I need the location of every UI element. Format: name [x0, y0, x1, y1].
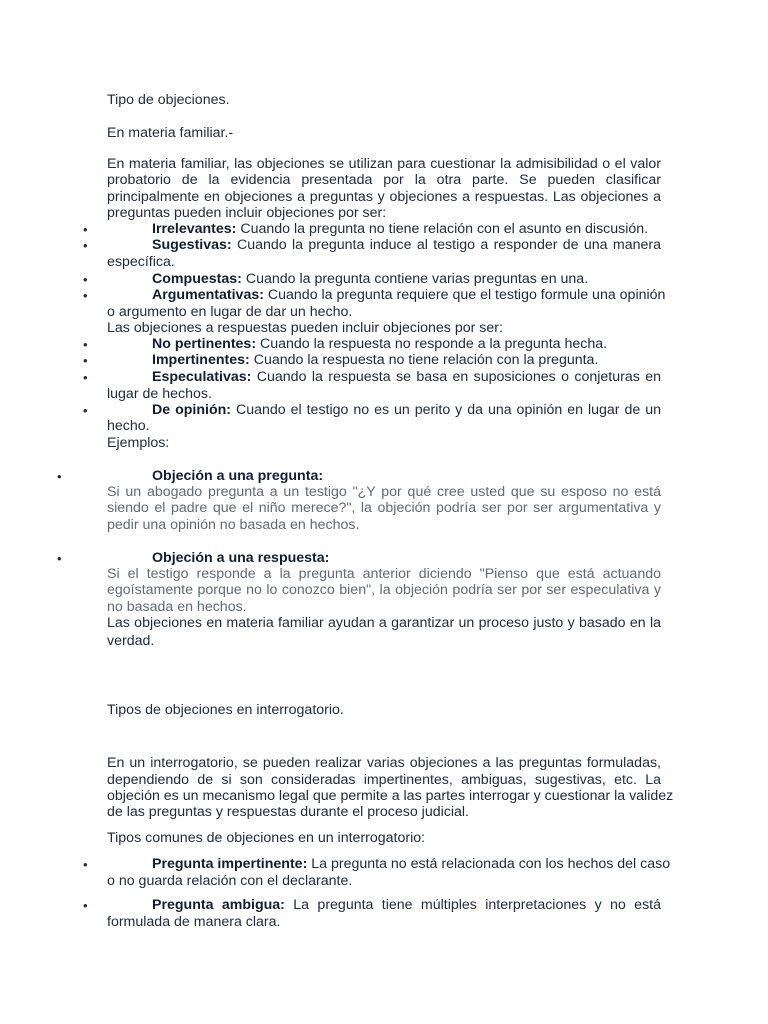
- example-line: siendo el padre que el niño merece?", la objeción podría ser por ser argumentativa y: [107, 500, 661, 516]
- heading-tipo-objeciones: Tipo de objeciones.: [107, 92, 230, 108]
- intro-line: probatorio de la evidencia presentada por la otra parte. Se pueden clasificar: [107, 172, 661, 188]
- list-item: [107, 336, 661, 352]
- example-line: no basada en hechos.: [107, 599, 247, 615]
- term-text: Cuando la pregunta requiere que el testigo formule una opinión: [263, 287, 666, 303]
- term-text: La pregunta tiene múltiples interpretaciones y no está: [284, 897, 661, 913]
- example-heading: [107, 550, 661, 566]
- term: Argumentativas:: [152, 287, 264, 303]
- list-item: [107, 856, 671, 872]
- bullet: •: [83, 353, 88, 368]
- example-line: egoístamente porque no lo conozco bien", la objeción podría ser por ser especulativa y: [107, 582, 661, 598]
- bullet: •: [57, 551, 62, 566]
- term-text: Cuando la respuesta no tiene relación con la pregunta.: [249, 352, 599, 368]
- bullet: •: [57, 469, 62, 484]
- list-item-cont: o argumento en lugar de dar un hecho.: [107, 304, 353, 320]
- list-item: [107, 271, 661, 287]
- bullet: •: [83, 370, 88, 385]
- conclusion-line: Las objeciones en materia familiar ayudan a garantizar un proceso justo y basado en la: [107, 615, 661, 631]
- term: Pregunta impertinente:: [152, 856, 308, 872]
- term-text: La pregunta no está relacionada con los hechos del caso: [307, 856, 671, 872]
- term: Sugestivas:: [152, 237, 232, 253]
- list-item: [107, 369, 661, 385]
- list-item-cont: lugar de hechos.: [107, 386, 212, 402]
- heading-materia-familiar: En materia familiar.-: [107, 125, 234, 141]
- list-item: [107, 352, 661, 368]
- example-line: pedir una opinión no basada en hechos.: [107, 517, 360, 533]
- intro-line: En materia familiar, las objeciones se utilizan para cuestionar la admisibilidad o el valor: [107, 156, 661, 172]
- bullet: •: [83, 337, 88, 352]
- respuestas-intro: Las objeciones a respuestas pueden incluir objeciones por ser:: [107, 320, 503, 336]
- term-text: Cuando el testigo no es un perito y da una opinión en lugar de un: [231, 402, 661, 418]
- example-line: Si un abogado pregunta a un testigo "¿Y por qué cree usted que su esposo no está: [107, 484, 661, 500]
- bullet: •: [83, 403, 88, 418]
- list-item: [107, 221, 661, 237]
- term: Especulativas:: [152, 369, 252, 385]
- interrog-line: objeción es un mecanismo legal que permite a las partes interrogar y cuestionar la validez: [107, 788, 674, 804]
- example-heading: [107, 468, 661, 484]
- list-item: [107, 237, 661, 253]
- intro-line: preguntas pueden incluir objeciones por ser:: [107, 205, 387, 221]
- bullet: •: [83, 222, 88, 237]
- bullet: •: [83, 272, 88, 287]
- list-item: [107, 897, 661, 913]
- term: Compuestas:: [152, 271, 242, 287]
- example-heading-text: Objeción a una pregunta:: [152, 468, 324, 484]
- example-line: Si el testigo responde a la pregunta anterior diciendo "Pienso que está actuando: [107, 566, 661, 582]
- list-item-cont: o no guarda relación con el declarante.: [107, 873, 353, 889]
- intro-line: principalmente en objeciones a preguntas y objeciones a respuestas. Las objeciones a: [107, 189, 661, 205]
- term: No pertinentes:: [152, 336, 257, 352]
- tipos-intro: Tipos comunes de objeciones en un interrogatorio:: [107, 830, 426, 846]
- term-text: Cuando la respuesta se basa en suposiciones o conjeturas en: [251, 369, 661, 385]
- interrog-line: dependiendo de si son consideradas impertinentes, ambiguas, sugestivas, etc. La: [107, 772, 661, 788]
- interrog-line: de las preguntas y respuestas durante el proceso judicial.: [107, 804, 469, 820]
- term: Irrelevantes:: [152, 221, 237, 237]
- term-text: Cuando la pregunta no tiene relación con el asunto en discusión.: [236, 221, 649, 237]
- bullet: •: [83, 288, 88, 303]
- list-item-cont: formulada de manera clara.: [107, 914, 281, 930]
- ejemplos-label: Ejemplos:: [107, 435, 170, 451]
- term: Impertinentes:: [152, 352, 250, 368]
- list-item: [107, 402, 661, 418]
- bullet: •: [83, 898, 88, 913]
- interrog-line: En un interrogatorio, se pueden realizar varias objeciones a las preguntas formuladas,: [107, 755, 661, 771]
- bullet: •: [83, 857, 88, 872]
- heading-interrogatorio: Tipos de objeciones en interrogatorio.: [107, 702, 344, 718]
- list-item: [107, 287, 666, 303]
- term-text: Cuando la pregunta contiene varias preguntas en una.: [241, 271, 589, 287]
- list-item-cont: hecho.: [107, 418, 150, 434]
- list-item-cont: específica.: [107, 254, 175, 270]
- term-text: Cuando la respuesta no responde a la pregunta hecha.: [256, 336, 608, 352]
- term: Pregunta ambigua:: [152, 897, 285, 913]
- example-heading-text: Objeción a una respuesta:: [152, 550, 330, 566]
- term-text: Cuando la pregunta induce al testigo a responder de una manera: [231, 237, 661, 253]
- conclusion-line: verdad.: [107, 633, 155, 649]
- term: De opinión:: [152, 402, 232, 418]
- bullet: •: [83, 238, 88, 253]
